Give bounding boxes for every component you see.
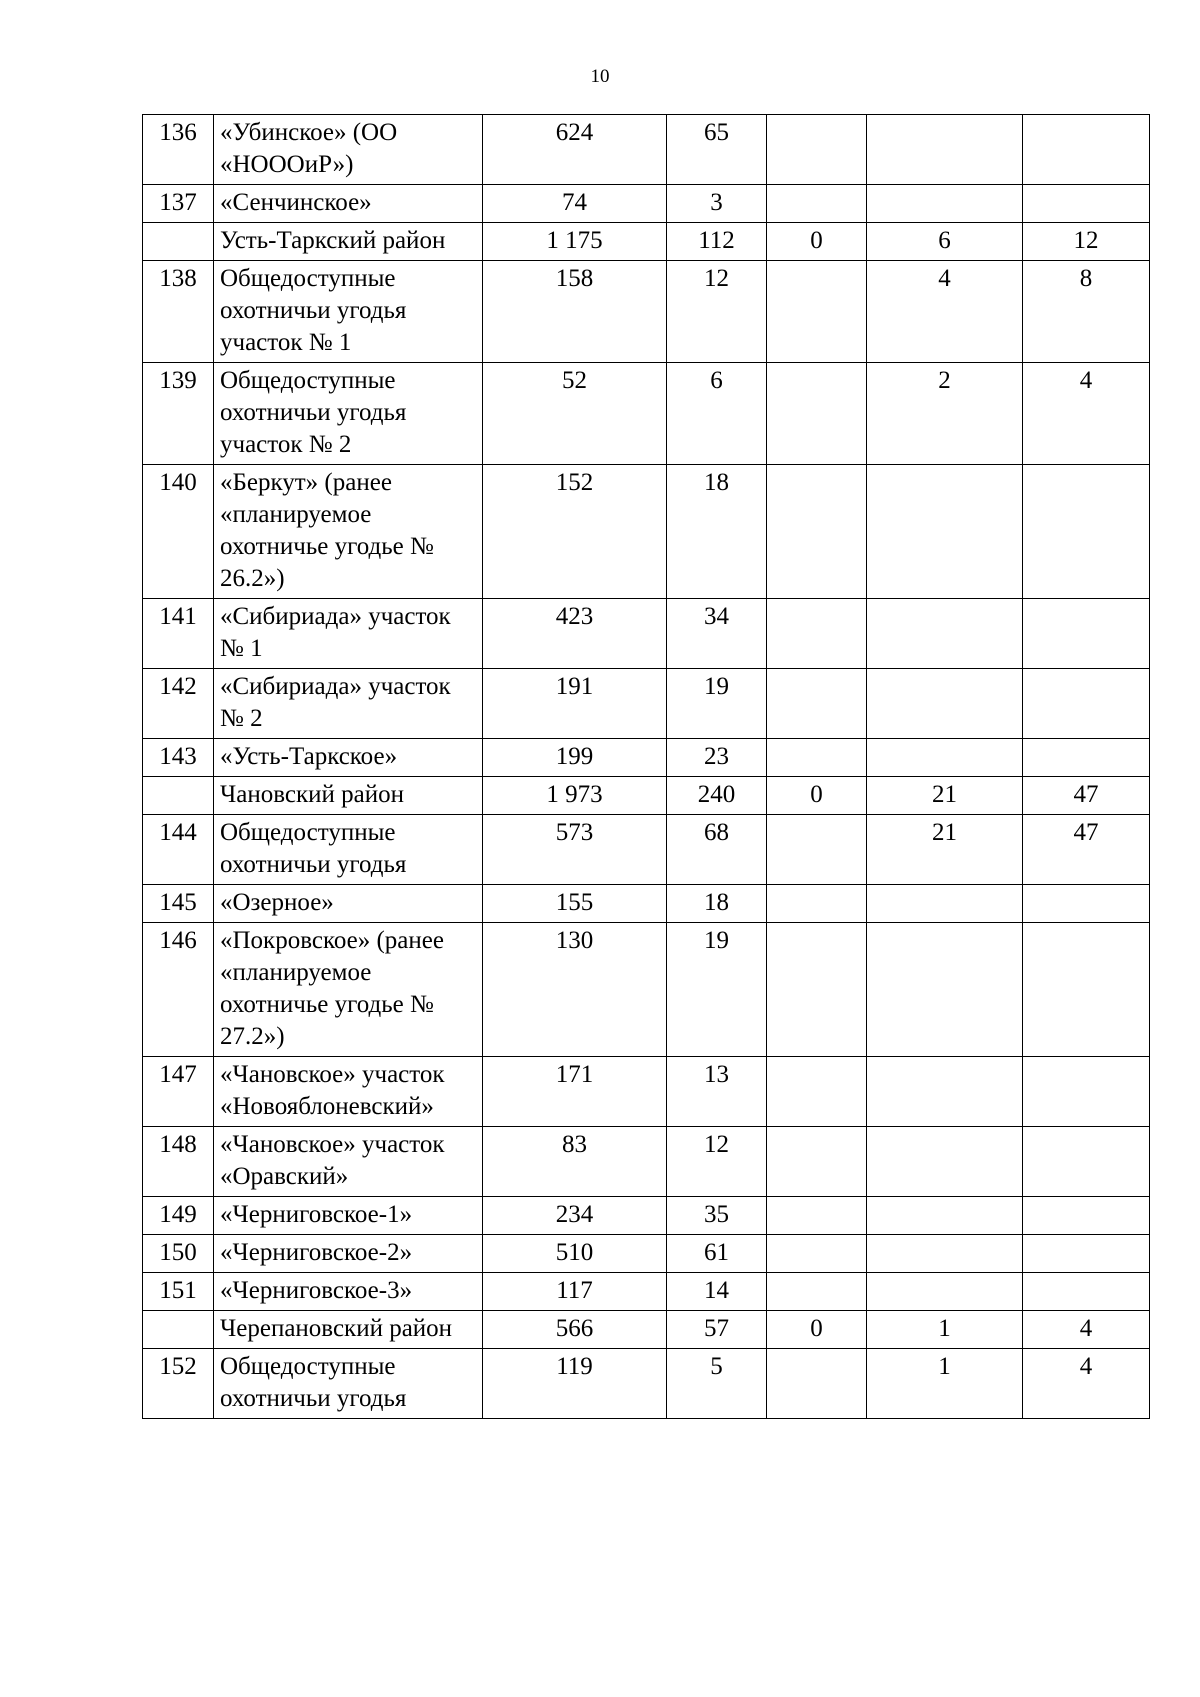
row-number-cell: 145 xyxy=(143,885,214,923)
row-number-cell: 144 xyxy=(143,815,214,885)
value-col-4-cell: 4 xyxy=(867,261,1023,363)
value-col-2-cell: 240 xyxy=(667,777,767,815)
value-col-2-cell: 14 xyxy=(667,1273,767,1311)
value-col-2-cell: 13 xyxy=(667,1057,767,1127)
value-col-2-cell: 6 xyxy=(667,363,767,465)
value-col-5-cell xyxy=(1023,1235,1150,1273)
area-name-cell: «Сенчинское» xyxy=(214,185,483,223)
value-col-1-cell: 52 xyxy=(483,363,667,465)
table-row xyxy=(143,261,1150,363)
value-col-2-cell: 19 xyxy=(667,669,767,739)
row-number-cell xyxy=(143,223,214,261)
value-col-5-cell xyxy=(1023,923,1150,1057)
value-col-1-cell: 155 xyxy=(483,885,667,923)
row-number-cell xyxy=(143,1311,214,1349)
value-col-1-cell: 130 xyxy=(483,923,667,1057)
row-number-cell: 136 xyxy=(143,115,214,185)
table-row xyxy=(143,1235,1150,1273)
row-number-cell: 149 xyxy=(143,1197,214,1235)
row-number-cell: 141 xyxy=(143,599,214,669)
value-col-4-cell xyxy=(867,1057,1023,1127)
row-number-cell: 139 xyxy=(143,363,214,465)
table-row xyxy=(143,1273,1150,1311)
row-number-cell: 151 xyxy=(143,1273,214,1311)
table-row xyxy=(143,1349,1150,1419)
value-col-1-cell: 119 xyxy=(483,1349,667,1419)
area-name-cell: «Озерное» xyxy=(214,885,483,923)
table-row xyxy=(143,115,1150,185)
value-col-5-cell: 4 xyxy=(1023,363,1150,465)
area-name-cell: «Чановское» участок «Новояблоневский» xyxy=(214,1057,483,1127)
value-col-5-cell xyxy=(1023,185,1150,223)
value-col-2-cell: 18 xyxy=(667,465,767,599)
value-col-2-cell: 68 xyxy=(667,815,767,885)
area-name-cell: Общедоступные охотничьи угодья xyxy=(214,1349,483,1419)
table-row xyxy=(143,1057,1150,1127)
value-col-2-cell: 12 xyxy=(667,261,767,363)
value-col-3-cell xyxy=(767,363,867,465)
row-number-cell: 143 xyxy=(143,739,214,777)
value-col-1-cell: 171 xyxy=(483,1057,667,1127)
value-col-2-cell: 35 xyxy=(667,1197,767,1235)
value-col-3-cell: 0 xyxy=(767,1311,867,1349)
value-col-4-cell xyxy=(867,185,1023,223)
value-col-4-cell xyxy=(867,669,1023,739)
value-col-2-cell: 112 xyxy=(667,223,767,261)
value-col-3-cell xyxy=(767,1349,867,1419)
value-col-3-cell xyxy=(767,1197,867,1235)
value-col-1-cell: 624 xyxy=(483,115,667,185)
value-col-4-cell xyxy=(867,115,1023,185)
row-number-cell: 147 xyxy=(143,1057,214,1127)
area-name-cell: Чановский район xyxy=(214,777,483,815)
row-number-cell: 140 xyxy=(143,465,214,599)
value-col-1-cell: 199 xyxy=(483,739,667,777)
value-col-2-cell: 65 xyxy=(667,115,767,185)
value-col-1-cell: 152 xyxy=(483,465,667,599)
table-row xyxy=(143,815,1150,885)
area-name-cell: Общедоступные охотничьи угодья xyxy=(214,815,483,885)
table-row xyxy=(143,1197,1150,1235)
table-row xyxy=(143,923,1150,1057)
value-col-4-cell xyxy=(867,465,1023,599)
area-name-cell: «Черниговское-1» xyxy=(214,1197,483,1235)
table-row xyxy=(143,669,1150,739)
value-col-2-cell: 18 xyxy=(667,885,767,923)
value-col-1-cell: 1 973 xyxy=(483,777,667,815)
value-col-1-cell: 158 xyxy=(483,261,667,363)
value-col-3-cell xyxy=(767,185,867,223)
area-name-cell: «Черниговское-2» xyxy=(214,1235,483,1273)
row-number-cell: 142 xyxy=(143,669,214,739)
area-name-cell: «Покровское» (ранее «планируемое охотничье угодье № 27.2») xyxy=(214,923,483,1057)
value-col-2-cell: 57 xyxy=(667,1311,767,1349)
page-number: 10 xyxy=(590,66,610,87)
value-col-4-cell xyxy=(867,885,1023,923)
area-name-cell: Общедоступные охотничьи угодья участок № 1 xyxy=(214,261,483,363)
value-col-2-cell: 19 xyxy=(667,923,767,1057)
table-row xyxy=(143,777,1150,815)
row-number-cell: 146 xyxy=(143,923,214,1057)
area-name-cell: «Чановское» участок «Оравский» xyxy=(214,1127,483,1197)
row-number-cell: 148 xyxy=(143,1127,214,1197)
row-number-cell: 152 xyxy=(143,1349,214,1419)
value-col-3-cell xyxy=(767,815,867,885)
value-col-1-cell: 234 xyxy=(483,1197,667,1235)
value-col-1-cell: 573 xyxy=(483,815,667,885)
value-col-5-cell: 47 xyxy=(1023,777,1150,815)
value-col-5-cell xyxy=(1023,885,1150,923)
table-row xyxy=(143,885,1150,923)
value-col-4-cell xyxy=(867,1197,1023,1235)
value-col-5-cell xyxy=(1023,669,1150,739)
value-col-5-cell xyxy=(1023,1197,1150,1235)
value-col-1-cell: 510 xyxy=(483,1235,667,1273)
value-col-3-cell xyxy=(767,885,867,923)
data-table xyxy=(142,114,1150,1419)
value-col-4-cell: 21 xyxy=(867,777,1023,815)
value-col-5-cell: 12 xyxy=(1023,223,1150,261)
area-name-cell: «Черниговское-3» xyxy=(214,1273,483,1311)
value-col-2-cell: 12 xyxy=(667,1127,767,1197)
value-col-1-cell: 1 175 xyxy=(483,223,667,261)
table-row xyxy=(143,223,1150,261)
value-col-1-cell: 74 xyxy=(483,185,667,223)
value-col-4-cell: 21 xyxy=(867,815,1023,885)
value-col-1-cell: 423 xyxy=(483,599,667,669)
area-name-cell: «Усть-Таркское» xyxy=(214,739,483,777)
value-col-3-cell: 0 xyxy=(767,223,867,261)
table-row xyxy=(143,599,1150,669)
value-col-5-cell xyxy=(1023,115,1150,185)
value-col-4-cell xyxy=(867,599,1023,669)
area-name-cell: Черепановский район xyxy=(214,1311,483,1349)
area-name-cell: Усть-Таркский район xyxy=(214,223,483,261)
value-col-5-cell xyxy=(1023,1127,1150,1197)
value-col-4-cell xyxy=(867,1235,1023,1273)
value-col-5-cell: 8 xyxy=(1023,261,1150,363)
value-col-4-cell: 1 xyxy=(867,1349,1023,1419)
value-col-3-cell xyxy=(767,1235,867,1273)
value-col-5-cell: 47 xyxy=(1023,815,1150,885)
area-name-cell: «Убинское» (ОО «НОООиР») xyxy=(214,115,483,185)
value-col-4-cell xyxy=(867,1127,1023,1197)
value-col-3-cell xyxy=(767,739,867,777)
value-col-1-cell: 117 xyxy=(483,1273,667,1311)
value-col-3-cell: 0 xyxy=(767,777,867,815)
row-number-cell: 150 xyxy=(143,1235,214,1273)
value-col-3-cell xyxy=(767,261,867,363)
value-col-5-cell: 4 xyxy=(1023,1349,1150,1419)
value-col-2-cell: 61 xyxy=(667,1235,767,1273)
value-col-2-cell: 5 xyxy=(667,1349,767,1419)
table-row xyxy=(143,185,1150,223)
table-row xyxy=(143,1311,1150,1349)
value-col-3-cell xyxy=(767,669,867,739)
value-col-4-cell: 1 xyxy=(867,1311,1023,1349)
value-col-2-cell: 3 xyxy=(667,185,767,223)
value-col-4-cell: 2 xyxy=(867,363,1023,465)
value-col-1-cell: 83 xyxy=(483,1127,667,1197)
value-col-4-cell xyxy=(867,1273,1023,1311)
area-name-cell: Общедоступные охотничьи угодья участок № 2 xyxy=(214,363,483,465)
value-col-5-cell: 4 xyxy=(1023,1311,1150,1349)
table-body xyxy=(143,115,1150,1419)
value-col-3-cell xyxy=(767,115,867,185)
value-col-3-cell xyxy=(767,1057,867,1127)
value-col-2-cell: 23 xyxy=(667,739,767,777)
value-col-1-cell: 566 xyxy=(483,1311,667,1349)
value-col-4-cell xyxy=(867,739,1023,777)
table-row xyxy=(143,465,1150,599)
area-name-cell: «Сибириада» участок № 2 xyxy=(214,669,483,739)
value-col-1-cell: 191 xyxy=(483,669,667,739)
area-name-cell: «Беркут» (ранее «планируемое охотничье угодье № 26.2») xyxy=(214,465,483,599)
area-name-cell: «Сибириада» участок № 1 xyxy=(214,599,483,669)
value-col-3-cell xyxy=(767,599,867,669)
row-number-cell: 138 xyxy=(143,261,214,363)
value-col-5-cell xyxy=(1023,465,1150,599)
table-row xyxy=(143,739,1150,777)
value-col-3-cell xyxy=(767,1273,867,1311)
value-col-2-cell: 34 xyxy=(667,599,767,669)
value-col-3-cell xyxy=(767,465,867,599)
value-col-4-cell xyxy=(867,923,1023,1057)
value-col-5-cell xyxy=(1023,739,1150,777)
row-number-cell xyxy=(143,777,214,815)
row-number-cell: 137 xyxy=(143,185,214,223)
value-col-4-cell: 6 xyxy=(867,223,1023,261)
value-col-5-cell xyxy=(1023,1057,1150,1127)
value-col-3-cell xyxy=(767,923,867,1057)
table-row xyxy=(143,1127,1150,1197)
table-row xyxy=(143,363,1150,465)
value-col-5-cell xyxy=(1023,1273,1150,1311)
value-col-5-cell xyxy=(1023,599,1150,669)
value-col-3-cell xyxy=(767,1127,867,1197)
